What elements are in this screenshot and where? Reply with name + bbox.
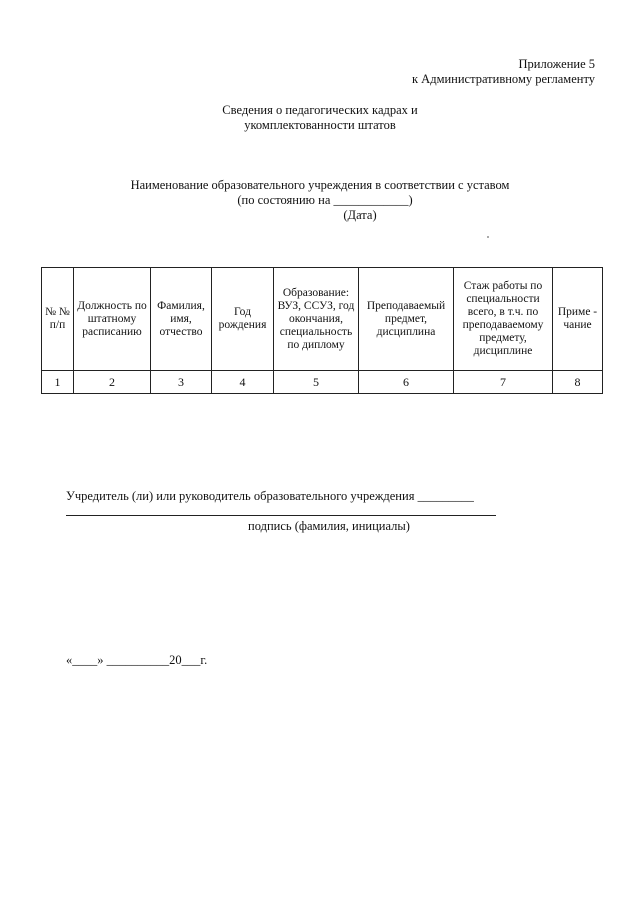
institution-block [0, 178, 640, 223]
column-number-4: 4 [212, 371, 274, 394]
header-col-6: Преподаваемый предмет, дисциплина [359, 268, 454, 371]
header-col-5: Образование: ВУЗ, ССУЗ, год окончания, специальность по диплому [274, 268, 359, 371]
table-header-row [42, 268, 603, 371]
founder-signature-label: Учредитель (ли) или руководитель образовательного учреждения _________ [66, 489, 474, 503]
column-number-8: 8 [553, 371, 603, 394]
document-title [0, 103, 640, 133]
header-col-1: № № п/п [42, 268, 74, 371]
appendix-number: Приложение 5 [518, 57, 595, 71]
column-number-5: 5 [274, 371, 359, 394]
scan-speck [487, 236, 489, 238]
header-col-2: Должность по штатному расписанию [74, 268, 151, 371]
header-col-3: Фамилия, имя, отчество [151, 268, 212, 371]
column-number-3: 3 [151, 371, 212, 394]
header-col-8: Приме - чание [553, 268, 603, 371]
date-field: «____» __________20___г. [66, 653, 208, 667]
column-number-1: 1 [42, 371, 74, 394]
as-of-date-line: (по состоянию на ____________) [237, 193, 413, 207]
column-number-6: 6 [359, 371, 454, 394]
appendix-reference [412, 57, 595, 87]
staff-table [41, 267, 603, 394]
date-caption: (Дата) [343, 208, 377, 222]
document-title-line-2: укомплектованности штатов [244, 118, 396, 132]
document-title-line-1: Сведения о педагогических кадрах и [222, 103, 418, 117]
column-number-2: 2 [74, 371, 151, 394]
appendix-regulation: к Административному регламенту [411, 72, 595, 86]
institution-name-label: Наименование образовательного учреждения в соответствии с уставом [130, 178, 510, 192]
header-col-4: Год рождения [212, 268, 274, 371]
signature-line [66, 515, 496, 516]
table-row [42, 371, 603, 394]
header-col-7: Стаж работы по специальности всего, в т.ч. по преподаваемому предмету, дисциплине [454, 268, 553, 371]
column-number-7: 7 [454, 371, 553, 394]
signature-caption: подпись (фамилия, инициалы) [248, 519, 410, 533]
